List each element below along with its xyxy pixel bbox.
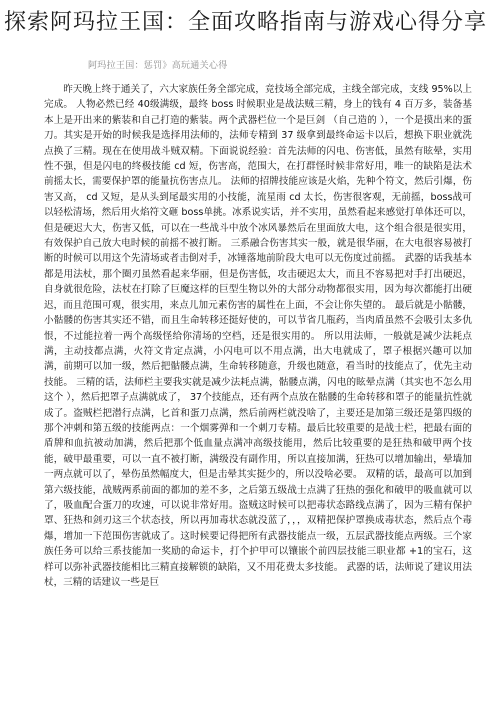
article-subtitle: 阿玛拉王国：惩罚》高玩通关心得 — [88, 61, 228, 71]
article-paragraph: 昨天晚上终于通关了，六大家族任务全部完成，竞技场全部完成，主线全部完成，支线 95%以上完成。 人物必然已经 40级满级，最终 boss 时候职业是战法贼三精，身上的钱有 4 百万多，装备基本上是开出来的紫装和自己打造的紫装。两个武器栏位一个是巨剑 （自己造的 ），一个是摸出来的蛋刀。其实是开始的时候我是选择用法师的，法师专精到 37 级拿到最终命运卡以后，想换下职业就洗点换了三精。现在在使用战斗贼双精。下面说说经验：首先法师的闪电、伤害低，虽然有眩晕，实用性不强，但是闪电的终极技能 cd 短，伤害高，范围大，在打群怪时候非常好用，唯一的缺陷是法术前摇太长，需要保护罩的能量抗伤害点儿。 法师的招牌技能应该是火焰，先种个符文，然后引爆，伤害又高， cd 又短，是从头到尾最实用的小技能，流星雨 cd 太长，伤害很客观，无前摇，boss战可以轻松清场，然后用火焰符文砸 boss单挑。冰系说实话，并不实用，虽然看起来感觉打单体还可以，但是硬迟大大，伤害又低，可以在一些战斗中放个冰风暴然后在里面放大电，这个组合很是很实用，有效保护自己放大电时候的前摇不被打断。 三系融合伤害其实一般，就是很华丽，在大电很容易被打断的时候可以用这个先清场或者击倒对手，冰锤落地前阶段大电可以无伤度过前摇。 武器的话我基本都是用法杖，那个圈刃虽然看起来华丽，但是伤害低，攻击硬迟太大，而且不容易把对手打出硬迟，自身就很危险，法杖在打除了巨魔这样的巨型生物以外的大部分动物都很实用，因为每次都能打出硬迟，而且范围可观，很实用，来点儿加元素伤害的属性在上面，不会让你失望的。 最后就是小骷髅，小骷髅的伤害其实还不错，而且生命转移还挺好使的，可以节省几瓶药，当肉盾虽然不会吸引太多仇恨，不过能拉着一两个高级怪给你清场的空档，还是很实用的。 所以用法师，一般就是减少法耗点满，主动技都点满，火符文肯定点满，小闪电可以不用点满，出大电就成了，罩子根据兴趣可以加满，前期可以加一级，然后把骷髅点满，生命转移随意，升级也随意，看当时的技能点了，优先主动技能。 三精的话，法师栏主要我实就是减少法耗点满，骷髅点满，闪电的眩晕点满（其实也不怎么用这个 ），然后把罩子点满就成了， 37个技能点，还有两个点放在骷髅的生命转移和罩子的能量抗性就成了。盗贼栏把潜行点满，匕首和蛋刀点满，然后前两栏就没啥了，主要还是加第三级还是第四级的那个冲刺和第五级的技能两点：一个烟雾弹和一个刺刀专精。最后比较重要的是战士栏，把最右面的盾牌和血抗被动加满，然后把那个低血量点满冲高级技能用，然后比较重要的是狂热和破甲两个技能，破甲最重要，可以一直不被打断，满级没有副作用，所以直接加满，狂热可以增加输出，晕墙加一两点就可以了，晕伤虽然幅度大，但是击晕其实挺少的，所以没啥必要。 双精的话，最高可以加到第六级技能，战贼两系前面的都加的差不多，之后第五级战士点满了狂热的强化和破甲的吸血就可以了，吸血配合蛋刀的攻速，可以说非常好用。盗贼这时候可以把毒状态路线点满了，因为三精有保护罩、狂热和剑刃这三个状态技，所以再加毒状态就没蓝了，，，双精把保护罩换成毒状态，然后点个毒爆，增加一下范围伤害就成了。这时候要记得把所有武器技能点一级，五层武器技能点两级。三个家族任务可以给三系技能加一奖励的命运卡，打个护甲可以镶嵌个前四层技能三职业都 +1的宝石，这样可以弥补武器技能相比三精直接解锁的缺陷，又不用花费太多技能。 武器的话，法师说了建议用法杖，三精的话建议一些是巨 — [44, 84, 472, 588]
page-title: 探索阿玛拉王国：全面攻略指南与游戏心得分享 — [4, 10, 488, 35]
article-body — [44, 82, 472, 704]
